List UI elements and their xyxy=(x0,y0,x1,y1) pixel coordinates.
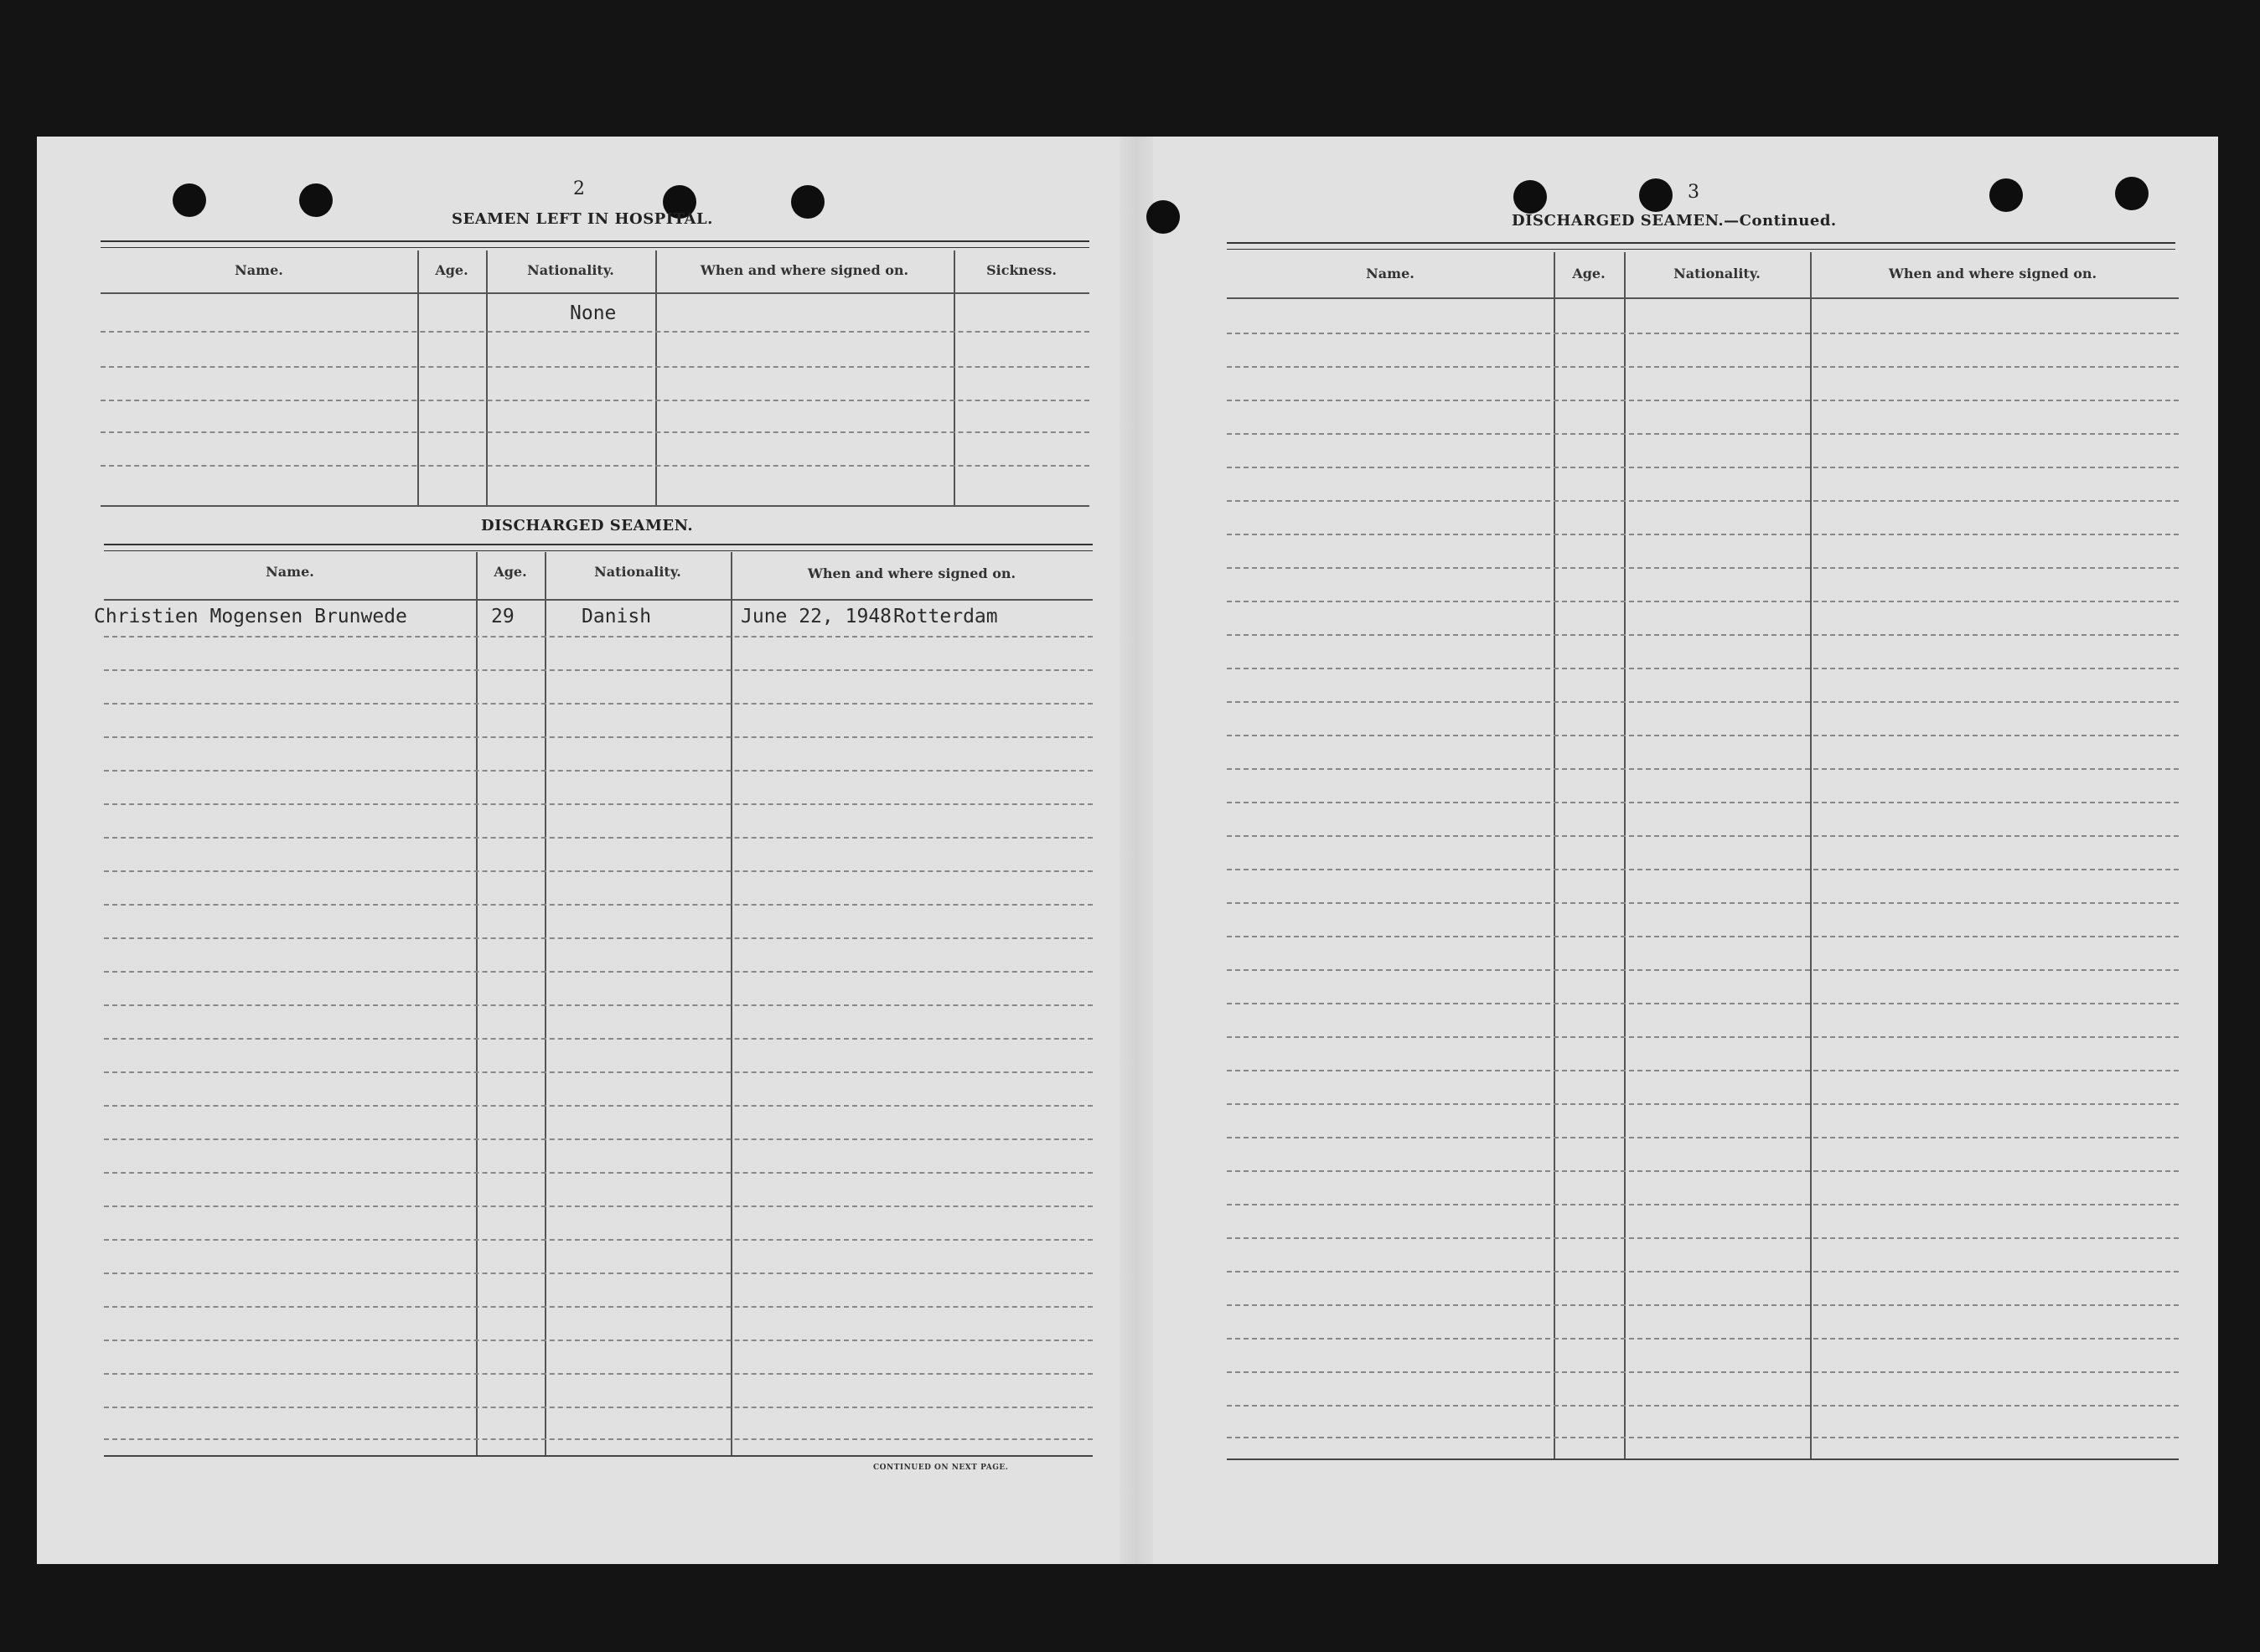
section-title-hospital: SEAMEN LEFT IN HOSPITAL. xyxy=(452,210,713,228)
header-name: Name. xyxy=(1366,266,1414,281)
header-nationality: Nationality. xyxy=(594,564,681,580)
seaman-signed-on-place: Rotterdam xyxy=(893,606,998,627)
header-age: Age. xyxy=(494,564,527,580)
punch-hole xyxy=(1146,200,1180,234)
seaman-name: Christien Mogensen Brunwede xyxy=(94,606,407,627)
header-signed-on: When and where signed on. xyxy=(1888,266,2097,281)
header-age: Age. xyxy=(435,262,468,278)
right-page xyxy=(1151,137,2218,1564)
section-title-discharged-continued: DISCHARGED SEAMEN.—Continued. xyxy=(1512,212,1837,230)
punch-hole xyxy=(173,183,206,217)
header-age: Age. xyxy=(1572,266,1606,281)
punch-hole xyxy=(791,185,825,219)
discharged-continued-table xyxy=(1227,252,2179,1458)
left-page xyxy=(37,137,1126,1564)
punch-hole xyxy=(2115,177,2149,210)
seaman-nationality: Danish xyxy=(582,606,652,627)
discharged-table xyxy=(94,552,1093,1457)
page-number: 3 xyxy=(1688,182,1699,203)
seaman-signed-on-date: June 22, 1948 xyxy=(741,606,892,627)
section-rule xyxy=(1227,242,2175,250)
section-title-discharged: DISCHARGED SEAMEN. xyxy=(481,517,694,534)
section-rule xyxy=(104,544,1093,551)
header-signed-on: When and where signed on. xyxy=(807,565,1016,581)
punch-hole xyxy=(1513,180,1547,214)
punch-hole xyxy=(1989,178,2023,212)
continued-note: CONTINUED ON NEXT PAGE. xyxy=(873,1464,1009,1472)
header-nationality: Nationality. xyxy=(1673,266,1761,281)
hospital-nationality-entry: None xyxy=(570,302,617,324)
header-name: Name. xyxy=(266,564,314,580)
header-sickness: Sickness. xyxy=(986,262,1057,278)
document-sheet xyxy=(37,137,2218,1564)
seaman-age: 29 xyxy=(491,606,515,627)
section-rule xyxy=(101,240,1089,248)
header-nationality: Nationality. xyxy=(527,262,614,278)
punch-hole xyxy=(1639,178,1673,212)
hospital-table xyxy=(101,250,1089,507)
header-name: Name. xyxy=(235,262,283,278)
header-signed-on: When and where signed on. xyxy=(700,262,909,278)
page-number: 2 xyxy=(573,178,585,199)
punch-hole xyxy=(299,183,333,217)
